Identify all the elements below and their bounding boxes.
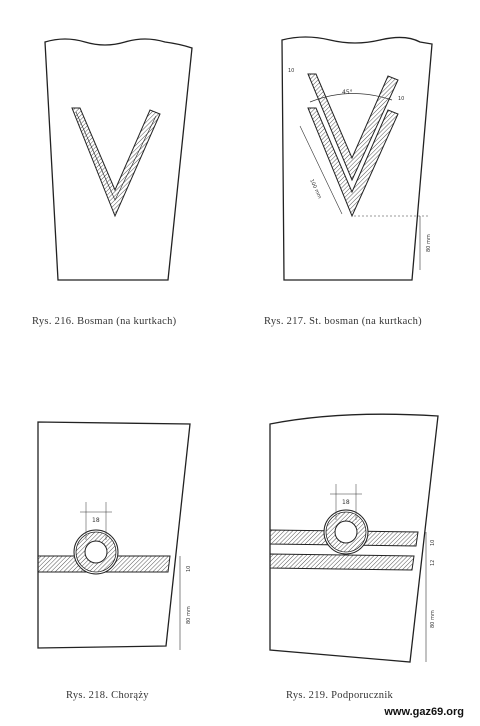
figure-216-drawing bbox=[30, 30, 210, 290]
figure-217-caption: Rys. 217. St. bosman (na kurtkach) bbox=[264, 316, 422, 327]
figure-218-height-label: 80 mm bbox=[186, 606, 192, 624]
figure-217-length-label: 100 mm bbox=[308, 178, 323, 200]
figure-219-diameter-label: 18 bbox=[342, 499, 350, 506]
figure-217-right-small-label: 10 bbox=[398, 96, 405, 102]
watermark: www.gaz69.org bbox=[384, 706, 464, 718]
figure-219-height-label: 80 mm bbox=[430, 610, 436, 628]
figure-219-drawing bbox=[262, 400, 448, 680]
figure-218-drawing bbox=[30, 410, 210, 680]
figure-219-band-top-label: 10 bbox=[430, 539, 436, 546]
figure-218-band-label: 10 bbox=[186, 565, 192, 572]
figure-218-caption: Rys. 218. Chorąży bbox=[66, 690, 149, 701]
figure-217-height-label: 80 mm bbox=[426, 234, 432, 252]
figure-219-band-gap-label: 12 bbox=[430, 559, 436, 566]
figure-217-drawing bbox=[270, 30, 450, 290]
figure-219-caption: Rys. 219. Podporucznik bbox=[286, 690, 394, 701]
figure-216-caption: Rys. 216. Bosman (na kurtkach) bbox=[32, 316, 177, 327]
figure-218-diameter-label: 18 bbox=[92, 517, 100, 524]
figure-217-left-small-label: 10 bbox=[288, 68, 295, 74]
figure-217-angle-label: 45° bbox=[342, 89, 353, 96]
